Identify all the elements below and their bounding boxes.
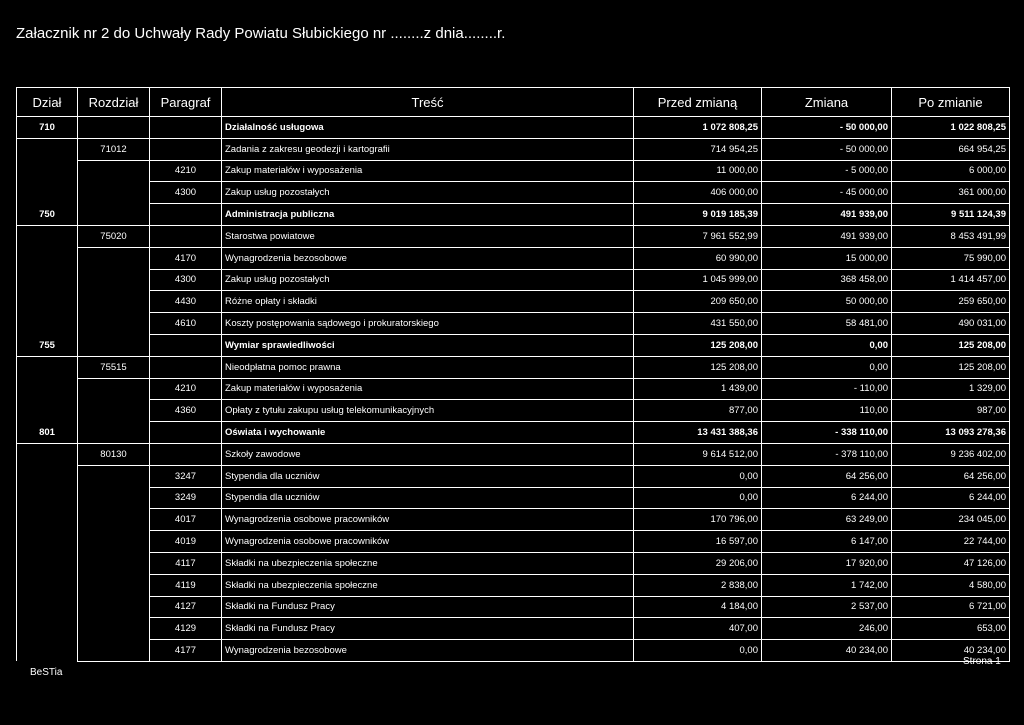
cell-po-zmianie: 64 256,00 [892, 465, 1010, 487]
table-row [17, 443, 1010, 465]
cell-paragraf: 4360 [150, 400, 222, 422]
budget-table [16, 87, 1010, 662]
cell-po-zmianie: 40 234,00 [892, 640, 1010, 662]
cell-po-zmianie: 6 000,00 [892, 160, 1010, 182]
cell-zmiana: 64 256,00 [762, 465, 892, 487]
cell-przed-zmiana: 877,00 [634, 400, 762, 422]
cell-rozdzial [78, 465, 150, 487]
cell-dzial [17, 552, 78, 574]
cell-dzial [17, 509, 78, 531]
table-row [17, 640, 1010, 662]
cell-tresc: Oświata i wychowanie [222, 422, 634, 444]
cell-zmiana: - 110,00 [762, 378, 892, 400]
col-header-tresc: Treść [222, 88, 634, 117]
cell-po-zmianie: 664 954,25 [892, 138, 1010, 160]
cell-dzial [17, 378, 78, 400]
table-row [17, 313, 1010, 335]
cell-po-zmianie: 22 744,00 [892, 531, 1010, 553]
cell-tresc: Starostwa powiatowe [222, 225, 634, 247]
cell-zmiana: 1 742,00 [762, 574, 892, 596]
col-header-po-zmianie: Po zmianie [892, 88, 1010, 117]
cell-tresc: Wynagrodzenia bezosobowe [222, 247, 634, 269]
cell-przed-zmiana: 9 614 512,00 [634, 443, 762, 465]
cell-dzial [17, 596, 78, 618]
cell-przed-zmiana: 16 597,00 [634, 531, 762, 553]
footer-software-label: BeSTia [30, 667, 63, 678]
cell-dzial [17, 138, 78, 160]
cell-po-zmianie: 490 031,00 [892, 313, 1010, 335]
col-header-zmiana: Zmiana [762, 88, 892, 117]
table-row [17, 574, 1010, 596]
col-header-paragraf: Paragraf [150, 88, 222, 117]
cell-rozdzial [78, 552, 150, 574]
cell-rozdzial [78, 422, 150, 444]
table-row [17, 160, 1010, 182]
cell-przed-zmiana: 7 961 552,99 [634, 225, 762, 247]
cell-tresc: Wymiar sprawiedliwości [222, 334, 634, 356]
table-row [17, 182, 1010, 204]
cell-zmiana: 491 939,00 [762, 204, 892, 226]
cell-tresc: Zakup materiałów i wyposażenia [222, 378, 634, 400]
cell-przed-zmiana: 11 000,00 [634, 160, 762, 182]
cell-rozdzial [78, 618, 150, 640]
cell-przed-zmiana: 29 206,00 [634, 552, 762, 574]
cell-przed-zmiana: 1 072 808,25 [634, 117, 762, 139]
cell-dzial [17, 574, 78, 596]
cell-rozdzial [78, 160, 150, 182]
table-row [17, 618, 1010, 640]
cell-po-zmianie: 125 208,00 [892, 334, 1010, 356]
cell-paragraf: 4430 [150, 291, 222, 313]
cell-przed-zmiana: 125 208,00 [634, 334, 762, 356]
table-row [17, 138, 1010, 160]
cell-rozdzial: 80130 [78, 443, 150, 465]
cell-dzial [17, 269, 78, 291]
footer-page-number: Strona 1 [963, 656, 1001, 667]
cell-dzial [17, 400, 78, 422]
page-title: Załacznik nr 2 do Uchwały Rady Powiatu Słubickiego nr ........z dnia........r. [16, 25, 506, 42]
cell-rozdzial: 75020 [78, 225, 150, 247]
cell-dzial: 755 [17, 334, 78, 356]
cell-rozdzial [78, 400, 150, 422]
cell-przed-zmiana: 2 838,00 [634, 574, 762, 596]
cell-zmiana: 246,00 [762, 618, 892, 640]
cell-dzial: 710 [17, 117, 78, 139]
cell-po-zmianie: 1 022 808,25 [892, 117, 1010, 139]
cell-tresc: Stypendia dla uczniów [222, 465, 634, 487]
cell-tresc: Administracja publiczna [222, 204, 634, 226]
cell-rozdzial [78, 182, 150, 204]
cell-paragraf [150, 117, 222, 139]
cell-przed-zmiana: 209 650,00 [634, 291, 762, 313]
cell-zmiana: - 50 000,00 [762, 117, 892, 139]
cell-przed-zmiana: 0,00 [634, 487, 762, 509]
cell-zmiana: 491 939,00 [762, 225, 892, 247]
cell-paragraf: 4017 [150, 509, 222, 531]
cell-po-zmianie: 8 453 491,99 [892, 225, 1010, 247]
table-row [17, 204, 1010, 226]
cell-paragraf: 4210 [150, 160, 222, 182]
cell-tresc: Składki na Fundusz Pracy [222, 596, 634, 618]
cell-tresc: Szkoły zawodowe [222, 443, 634, 465]
cell-zmiana: - 338 110,00 [762, 422, 892, 444]
cell-zmiana: 0,00 [762, 334, 892, 356]
cell-dzial [17, 487, 78, 509]
cell-zmiana: - 378 110,00 [762, 443, 892, 465]
cell-przed-zmiana: 407,00 [634, 618, 762, 640]
cell-paragraf: 4170 [150, 247, 222, 269]
cell-zmiana: 63 249,00 [762, 509, 892, 531]
table-row [17, 487, 1010, 509]
cell-zmiana: 15 000,00 [762, 247, 892, 269]
cell-zmiana: - 45 000,00 [762, 182, 892, 204]
cell-dzial [17, 618, 78, 640]
cell-paragraf [150, 334, 222, 356]
cell-tresc: Składki na ubezpieczenia społeczne [222, 552, 634, 574]
cell-przed-zmiana: 9 019 185,39 [634, 204, 762, 226]
cell-rozdzial: 75515 [78, 356, 150, 378]
cell-paragraf [150, 422, 222, 444]
cell-zmiana: 40 234,00 [762, 640, 892, 662]
cell-paragraf: 4127 [150, 596, 222, 618]
cell-po-zmianie: 125 208,00 [892, 356, 1010, 378]
cell-dzial [17, 531, 78, 553]
cell-paragraf [150, 225, 222, 247]
cell-paragraf: 4177 [150, 640, 222, 662]
cell-dzial [17, 465, 78, 487]
cell-zmiana: - 50 000,00 [762, 138, 892, 160]
table-row [17, 378, 1010, 400]
cell-tresc: Opłaty z tytułu zakupu usług telekomunikacyjnych [222, 400, 634, 422]
cell-dzial: 801 [17, 422, 78, 444]
cell-przed-zmiana: 406 000,00 [634, 182, 762, 204]
cell-dzial [17, 443, 78, 465]
cell-dzial [17, 160, 78, 182]
cell-dzial: 750 [17, 204, 78, 226]
cell-zmiana: - 5 000,00 [762, 160, 892, 182]
cell-paragraf: 4210 [150, 378, 222, 400]
cell-tresc: Zakup usług pozostałych [222, 269, 634, 291]
cell-tresc: Zakup materiałów i wyposażenia [222, 160, 634, 182]
cell-zmiana: 58 481,00 [762, 313, 892, 335]
table-row [17, 465, 1010, 487]
cell-przed-zmiana: 1 439,00 [634, 378, 762, 400]
cell-rozdzial [78, 291, 150, 313]
cell-po-zmianie: 1 414 457,00 [892, 269, 1010, 291]
cell-zmiana: 6 147,00 [762, 531, 892, 553]
cell-rozdzial [78, 574, 150, 596]
cell-rozdzial [78, 531, 150, 553]
cell-po-zmianie: 75 990,00 [892, 247, 1010, 269]
cell-paragraf: 3249 [150, 487, 222, 509]
cell-przed-zmiana: 431 550,00 [634, 313, 762, 335]
cell-przed-zmiana: 0,00 [634, 640, 762, 662]
cell-paragraf [150, 138, 222, 160]
table-row [17, 291, 1010, 313]
cell-rozdzial [78, 117, 150, 139]
cell-tresc: Składki na Fundusz Pracy [222, 618, 634, 640]
cell-przed-zmiana: 170 796,00 [634, 509, 762, 531]
cell-po-zmianie: 4 580,00 [892, 574, 1010, 596]
cell-po-zmianie: 234 045,00 [892, 509, 1010, 531]
cell-tresc: Różne opłaty i składki [222, 291, 634, 313]
cell-po-zmianie: 9 236 402,00 [892, 443, 1010, 465]
table-row [17, 334, 1010, 356]
cell-rozdzial [78, 247, 150, 269]
cell-zmiana: 6 244,00 [762, 487, 892, 509]
col-header-przed-zmiana: Przed zmianą [634, 88, 762, 117]
col-header-rozdzial: Rozdział [78, 88, 150, 117]
cell-paragraf: 4300 [150, 182, 222, 204]
table-row [17, 531, 1010, 553]
cell-po-zmianie: 47 126,00 [892, 552, 1010, 574]
cell-zmiana: 2 537,00 [762, 596, 892, 618]
cell-przed-zmiana: 4 184,00 [634, 596, 762, 618]
cell-zmiana: 17 920,00 [762, 552, 892, 574]
cell-przed-zmiana: 714 954,25 [634, 138, 762, 160]
table-row [17, 269, 1010, 291]
cell-zmiana: 50 000,00 [762, 291, 892, 313]
cell-po-zmianie: 1 329,00 [892, 378, 1010, 400]
table-row [17, 247, 1010, 269]
cell-rozdzial [78, 487, 150, 509]
cell-zmiana: 110,00 [762, 400, 892, 422]
header-row [17, 88, 1010, 117]
cell-tresc: Zakup usług pozostałych [222, 182, 634, 204]
cell-tresc: Stypendia dla uczniów [222, 487, 634, 509]
cell-tresc: Wynagrodzenia bezosobowe [222, 640, 634, 662]
cell-rozdzial: 71012 [78, 138, 150, 160]
cell-tresc: Działalność usługowa [222, 117, 634, 139]
cell-po-zmianie: 361 000,00 [892, 182, 1010, 204]
table-row [17, 356, 1010, 378]
cell-przed-zmiana: 125 208,00 [634, 356, 762, 378]
cell-przed-zmiana: 60 990,00 [634, 247, 762, 269]
cell-dzial [17, 313, 78, 335]
cell-dzial [17, 640, 78, 662]
cell-dzial [17, 356, 78, 378]
cell-przed-zmiana: 1 045 999,00 [634, 269, 762, 291]
cell-dzial [17, 182, 78, 204]
cell-paragraf [150, 204, 222, 226]
cell-paragraf: 4129 [150, 618, 222, 640]
table-row [17, 509, 1010, 531]
cell-po-zmianie: 653,00 [892, 618, 1010, 640]
cell-dzial [17, 225, 78, 247]
cell-tresc: Nieodpłatna pomoc prawna [222, 356, 634, 378]
cell-paragraf: 4300 [150, 269, 222, 291]
cell-po-zmianie: 987,00 [892, 400, 1010, 422]
table-row [17, 225, 1010, 247]
cell-tresc: Koszty postępowania sądowego i prokuratorskiego [222, 313, 634, 335]
col-header-dzial: Dział [17, 88, 78, 117]
cell-rozdzial [78, 313, 150, 335]
cell-paragraf: 4119 [150, 574, 222, 596]
cell-tresc: Wynagrodzenia osobowe pracowników [222, 509, 634, 531]
cell-przed-zmiana: 13 431 388,36 [634, 422, 762, 444]
cell-tresc: Zadania z zakresu geodezji i kartografii [222, 138, 634, 160]
cell-dzial [17, 247, 78, 269]
cell-paragraf [150, 356, 222, 378]
cell-rozdzial [78, 334, 150, 356]
cell-paragraf: 4610 [150, 313, 222, 335]
cell-rozdzial [78, 596, 150, 618]
cell-paragraf: 4019 [150, 531, 222, 553]
cell-rozdzial [78, 378, 150, 400]
cell-tresc: Składki na ubezpieczenia społeczne [222, 574, 634, 596]
table-row [17, 422, 1010, 444]
cell-po-zmianie: 259 650,00 [892, 291, 1010, 313]
cell-po-zmianie: 6 244,00 [892, 487, 1010, 509]
table-row [17, 400, 1010, 422]
cell-po-zmianie: 13 093 278,36 [892, 422, 1010, 444]
cell-paragraf: 3247 [150, 465, 222, 487]
cell-paragraf [150, 443, 222, 465]
cell-przed-zmiana: 0,00 [634, 465, 762, 487]
table-row [17, 596, 1010, 618]
cell-po-zmianie: 6 721,00 [892, 596, 1010, 618]
cell-zmiana: 0,00 [762, 356, 892, 378]
table-row [17, 117, 1010, 139]
cell-rozdzial [78, 640, 150, 662]
cell-dzial [17, 291, 78, 313]
cell-po-zmianie: 9 511 124,39 [892, 204, 1010, 226]
cell-zmiana: 368 458,00 [762, 269, 892, 291]
cell-rozdzial [78, 269, 150, 291]
cell-rozdzial [78, 204, 150, 226]
cell-rozdzial [78, 509, 150, 531]
table-row [17, 552, 1010, 574]
cell-paragraf: 4117 [150, 552, 222, 574]
cell-tresc: Wynagrodzenia osobowe pracowników [222, 531, 634, 553]
